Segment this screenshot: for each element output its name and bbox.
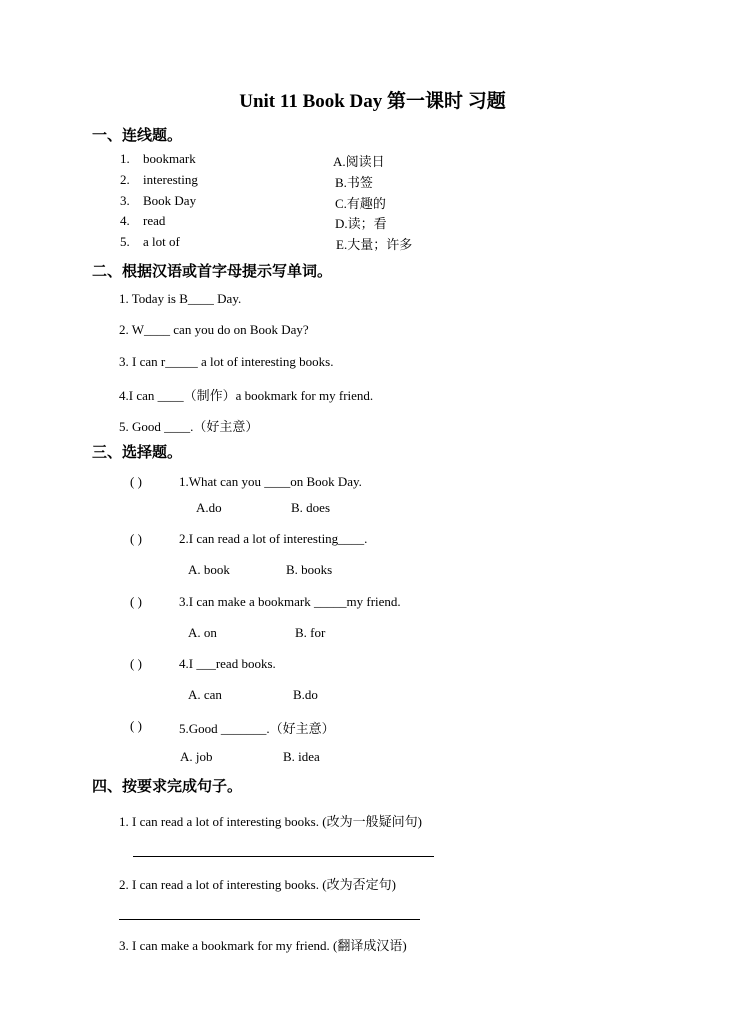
section-heading-choice: 三、选择题。 (92, 445, 183, 461)
fill-item: 4.I can ____（制作）a bookmark for my friend. (119, 388, 374, 403)
sentence-task: 3. I can make a bookmark for my friend. (翻译成汉语) (119, 938, 407, 953)
match-left-word: a lot of (143, 234, 180, 249)
answer-line (133, 856, 434, 857)
choice-option-b: B.do (293, 687, 318, 702)
choice-question: 2.I can read a lot of interesting____. (179, 531, 368, 546)
match-left-word: bookmark (143, 151, 196, 166)
fill-item: 5. Good ____.（好主意） (119, 419, 259, 434)
answer-bracket: ( ) (130, 656, 142, 671)
choice-option-b: B. idea (283, 749, 320, 764)
match-left-number: 3. (120, 193, 130, 208)
fill-item: 2. W____ can you do on Book Day? (119, 322, 309, 337)
section-heading-matching: 一、连线题。 (92, 128, 183, 144)
answer-line (119, 919, 420, 920)
choice-option-a: A.do (196, 500, 222, 515)
choice-option-b: B. for (295, 625, 326, 640)
match-left-number: 1. (120, 151, 130, 166)
match-right-option: E.大量；许多 (336, 237, 413, 252)
section-heading-fill-words: 二、根据汉语或首字母提示写单词。 (92, 264, 333, 280)
choice-option-b: B. does (291, 500, 330, 515)
fill-item: 1. Today is B____ Day. (119, 291, 242, 306)
answer-bracket: ( ) (130, 718, 142, 733)
section-heading-sentences: 四、按要求完成句子。 (92, 779, 243, 795)
match-left-word: Book Day (143, 193, 197, 208)
answer-bracket: ( ) (130, 474, 142, 489)
match-right-option: B.书签 (335, 175, 373, 190)
answer-bracket: ( ) (130, 594, 142, 609)
match-right-option: A.阅读日 (333, 154, 385, 169)
match-left-number: 2. (120, 172, 130, 187)
fill-item: 3. I can r_____ a lot of interesting books. (119, 354, 334, 369)
choice-question: 4.I ___read books. (179, 656, 276, 671)
choice-question: 5.Good _______.（好主意） (179, 721, 335, 736)
answer-bracket: ( ) (130, 531, 142, 546)
match-right-option: C.有趣的 (335, 196, 386, 211)
choice-option-a: A. on (188, 625, 217, 640)
match-right-option: D.读；看 (335, 216, 387, 231)
choice-option-a: A. book (188, 562, 230, 577)
choice-question: 1.What can you ____on Book Day. (179, 474, 362, 489)
choice-option-b: B. books (286, 562, 333, 577)
choice-option-a: A. job (180, 749, 213, 764)
sentence-task: 1. I can read a lot of interesting books. (改为一般疑问句) (119, 814, 422, 829)
match-left-word: interesting (143, 172, 198, 187)
match-left-number: 4. (120, 213, 130, 228)
choice-question: 3.I can make a bookmark _____my friend. (179, 594, 401, 609)
sentence-task: 2. I can read a lot of interesting books. (改为否定句) (119, 877, 396, 892)
page-title: Unit 11 Book Day 第一课时 习题 (239, 91, 506, 112)
choice-option-a: A. can (188, 687, 222, 702)
match-left-number: 5. (120, 234, 130, 249)
match-left-word: read (143, 213, 166, 228)
